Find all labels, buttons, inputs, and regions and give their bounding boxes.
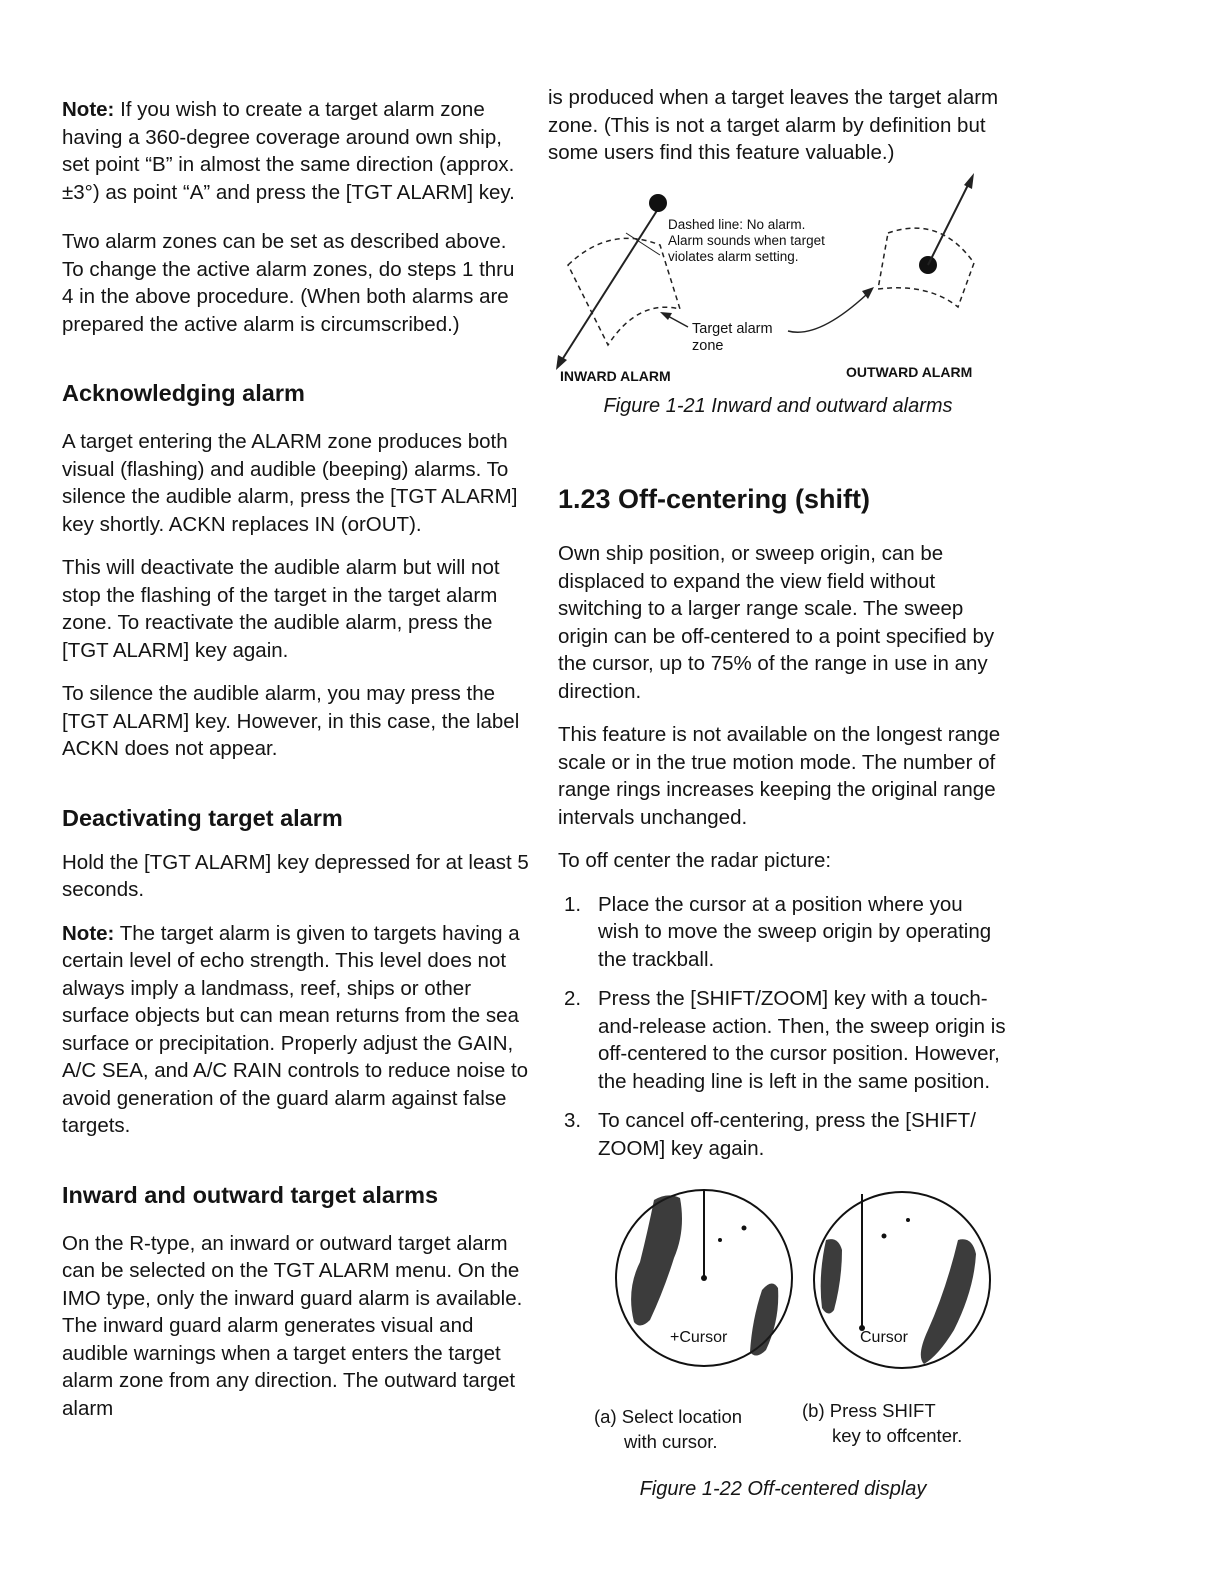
echo-b-1 <box>882 1234 887 1239</box>
note-paragraph <box>62 96 530 206</box>
figure-1-22-subcaptions <box>558 1400 1008 1458</box>
figure-1-21 <box>548 167 1008 387</box>
subcaption-b <box>802 1398 962 1448</box>
note-text: If you wish to create a target alarm zone having a 360-degree coverage around own ship, set point “B” in almost the same direction (approx. ±3°) as point “A” and press the [TGT ALARM] key. <box>62 98 515 204</box>
cursor-label-b: Cursor <box>860 1329 909 1346</box>
subcaption-a <box>594 1404 742 1454</box>
dashed-line-text-1: Dashed line: No alarm. <box>668 216 806 232</box>
ack-paragraph-3: To silence the audible alarm, you may press the [TGT ALARM] key. However, in this case, the label ACKN does not appear. <box>62 682 520 760</box>
dashed-line-text-2: Alarm sounds when target <box>668 232 825 248</box>
step-item <box>558 891 1008 974</box>
right-column <box>548 84 1008 1504</box>
zone-leader-right <box>788 295 866 332</box>
dashed-line-text-3: violates alarm setting. <box>668 248 799 264</box>
step-number: 2. <box>564 987 582 1010</box>
acknowledging-heading: Acknowledging alarm <box>62 380 305 406</box>
subcaption-a-line-2: with cursor. <box>624 1431 718 1452</box>
inward-arrow-line <box>560 209 658 363</box>
echo-b-2 <box>906 1218 910 1222</box>
outward-arrow-line <box>928 181 970 265</box>
section-paragraph-3: To off center the radar picture: <box>558 849 832 872</box>
inward-outward-paragraph: On the R-type, an inward or outward target alarm can be selected on the TGT ALARM menu. On the IMO type, only the inward guard alarm is available. The inward guard alarm generates visual and audible warnings when a target enters the target alarm zone from any direction. The outward target alarm <box>62 1231 523 1420</box>
inward-outward-heading: Inward and outward target alarms <box>62 1181 439 1208</box>
two-zones-paragraph: Two alarm zones can be set as described above. To change the active alarm zones, do steps 1 thru 4 in the above procedure. (When both alarms are prepared the active alarm is circumscribed.) <box>62 230 515 336</box>
zone-label-1: Target alarm <box>692 320 773 337</box>
note-label: Note: <box>62 98 115 121</box>
ack-paragraph-1: A target entering the ALARM zone produces both visual (flashing) and audible (beeping) alarms. To silence the audible alarm, press the [TGT ALARM] key shortly. ACKN replaces IN (orOUT). <box>62 430 518 536</box>
section-paragraph-1: Own ship position, or sweep origin, can be displaced to expand the view field without switching to a larger range scale. The sweep origin can be off-centered to a point specified by the cursor, up to 75% of the range in use in any direction. <box>558 542 995 703</box>
figure-1-21-caption: Figure 1-21 Inward and outward alarms <box>603 394 953 417</box>
inward-target-dot <box>649 194 667 212</box>
step-item <box>558 1107 1008 1162</box>
echo-a-2 <box>718 1238 722 1242</box>
section-paragraph-2: This feature is not available on the longest range scale or in the true motion mode. The number of range rings increases keeping the original range intervals unchanged. <box>558 723 1001 829</box>
figure-1-22-caption: Figure 1-22 Off-centered display <box>639 1478 927 1500</box>
note-label: Note: <box>62 921 115 945</box>
continued-paragraph: is produced when a target leaves the target alarm zone. (This is not a target alarm by definition but some users find this feature valuable.) <box>548 86 999 164</box>
origin-dot-a <box>701 1275 707 1281</box>
figure-1-22 <box>558 1180 1008 1400</box>
deactivating-heading: Deactivating target alarm <box>62 804 343 831</box>
subcaption-b-line-1: (b) Press SHIFT <box>802 1400 936 1421</box>
section-1-23 <box>558 482 1008 1504</box>
step-number: 1. <box>564 892 582 916</box>
subcaption-a-line-1: (a) Select location <box>594 1406 743 1427</box>
step-item <box>558 985 1008 1095</box>
ack-paragraph-2: This will deactivate the audible alarm but will not stop the flashing of the target in the target alarm zone. To reactivate the audible alarm, press the [TGT ALARM] key again. <box>62 556 500 662</box>
zone-leader-left-head <box>660 312 672 320</box>
step-text: Place the cursor at a position where you wish to move the sweep origin by operating the trackball. <box>598 892 992 971</box>
note-text: The target alarm is given to targets having a certain level of echo strength. This level does not always imply a landmass, reef, ships or other surface objects but can mean returns from the sea surface or precipitation. Properly adjust the GAIN, A/C SEA, and A/C RAIN controls to reduce noise to avoid generation of the guard alarm against false targets. <box>62 921 529 1137</box>
inward-zone-outline <box>568 238 680 345</box>
outward-arrow-head <box>964 173 974 189</box>
subcaption-b-line-2: key to offcenter. <box>832 1425 963 1446</box>
zone-label-2: zone <box>692 337 724 354</box>
outward-alarm-label: OUTWARD ALARM <box>846 363 973 380</box>
deact-paragraph: Hold the [TGT ALARM] key depressed for at least 5 seconds. <box>62 850 529 901</box>
step-number: 3. <box>564 1109 582 1132</box>
steps-list <box>558 891 1008 1163</box>
inward-alarm-label: INWARD ALARM <box>560 367 671 384</box>
step-text: To cancel off-centering, press the [SHIFT/ ZOOM] key again. <box>598 1109 976 1160</box>
left-column <box>62 96 530 1422</box>
step-text: Press the [SHIFT/ZOOM] key with a touch-and-release action. Then, the sweep origin is off-centered to the cursor position. However, the heading line is left in the same position. <box>598 987 1006 1093</box>
cursor-label-a: +Cursor <box>670 1329 728 1346</box>
echo-a-1 <box>742 1226 747 1231</box>
section-heading: 1.23 Off-centering (shift) <box>558 484 871 514</box>
deact-note <box>62 920 530 1140</box>
